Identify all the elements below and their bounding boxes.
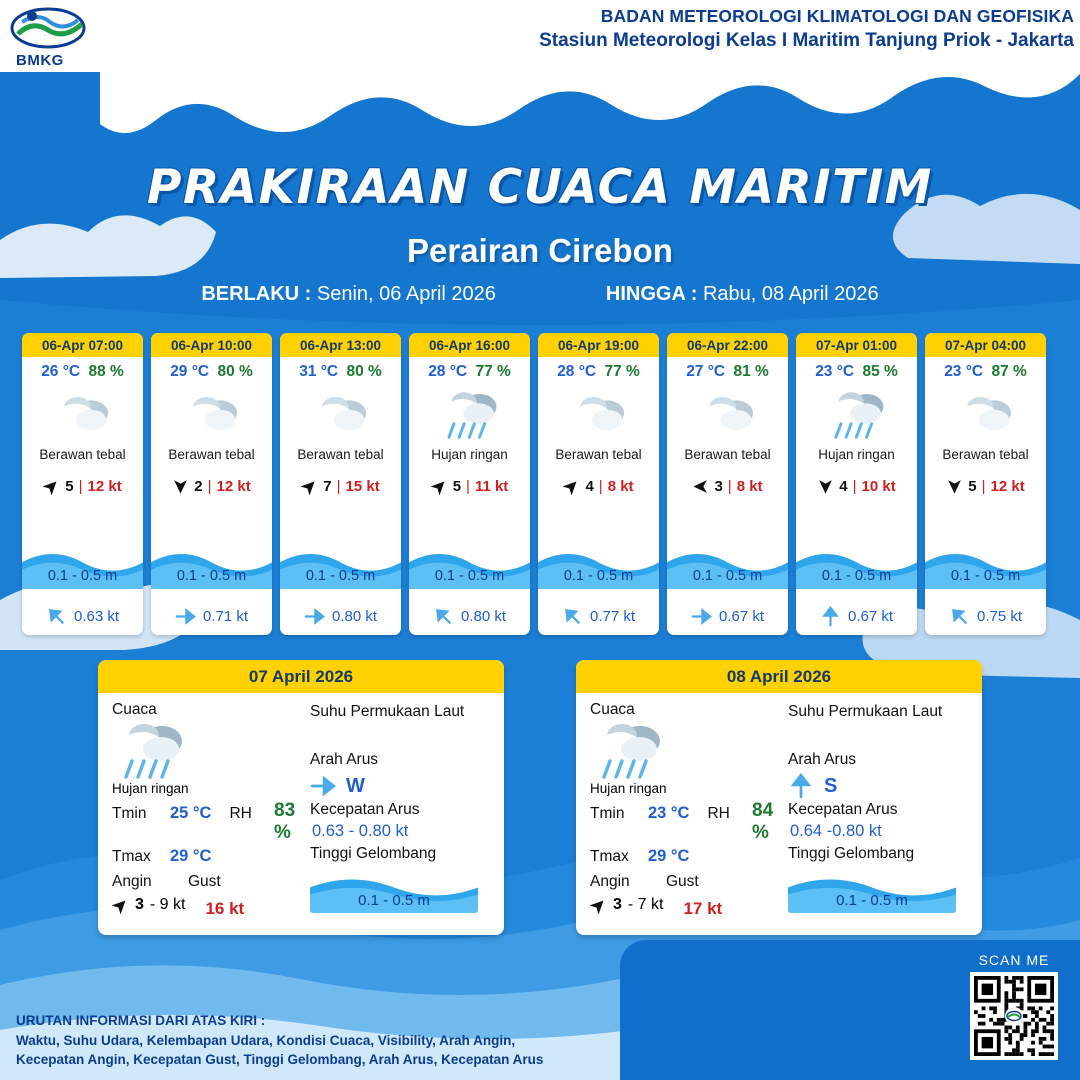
current-speed-value: 0.63 - 0.80 kt <box>312 822 409 840</box>
tmax-label: Tmax <box>590 848 629 865</box>
daily-wave-box <box>310 869 478 913</box>
tmin-label: Tmin <box>112 805 147 822</box>
hourly-forecast-card <box>409 333 530 635</box>
hourly-card-time: 06-Apr 19:00 <box>538 333 659 357</box>
header-agency-text <box>539 6 1074 52</box>
hourly-humidity: 85 % <box>862 363 898 380</box>
hourly-wave-height: 0.1 - 0.5 m <box>47 568 118 584</box>
hourly-wind-speed: 5 <box>452 478 462 495</box>
hourly-wave-height: 0.1 - 0.5 m <box>305 568 376 584</box>
hourly-gust: 12 kt <box>216 478 251 495</box>
hourly-card-time: 07-Apr 04:00 <box>925 333 1046 357</box>
hourly-gust: 11 kt <box>474 478 509 495</box>
daily-forecast-row <box>0 660 1080 935</box>
hourly-condition: Berawan tebal <box>942 447 1029 462</box>
current-direction-arrow-icon <box>558 602 588 632</box>
cloudy-icon <box>52 391 113 437</box>
daily-weather-label: Cuaca <box>112 701 157 718</box>
wind-separator: | <box>852 478 857 495</box>
sst-label: Suhu Permukaan Laut <box>788 703 943 720</box>
wind-direction-arrow-icon <box>427 474 451 498</box>
daily-wind-speed: 3 <box>613 896 622 913</box>
hourly-wave-box <box>538 543 659 589</box>
page-title: PRAKIRAAN CUACA MARITIM <box>147 160 933 215</box>
wave-height-label: Tinggi Gelombang <box>788 845 915 862</box>
wave-height-label: Tinggi Gelombang <box>310 845 437 862</box>
hourly-wind-speed: 4 <box>585 478 594 495</box>
hourly-card-values <box>409 357 530 381</box>
current-direction-value-row <box>310 773 490 799</box>
scan-me-label: SCAN ME <box>978 952 1050 968</box>
daily-panel-left <box>112 701 304 923</box>
hourly-wind-row <box>280 478 401 495</box>
hourly-card-values <box>151 357 272 381</box>
bmkg-logo <box>8 4 94 68</box>
footer-line1: URUTAN INFORMASI DARI ATAS KIRI : <box>16 1013 266 1029</box>
hourly-current-row <box>22 606 143 627</box>
hourly-humidity: 81 % <box>733 363 769 380</box>
hourly-temp: 23 °C <box>815 363 855 380</box>
hourly-wave-box <box>22 543 143 589</box>
hourly-current-row <box>151 606 272 627</box>
wind-direction-arrow-icon <box>40 474 64 498</box>
angin-label: Angin <box>112 873 152 890</box>
hourly-condition: Hujan ringan <box>431 447 508 462</box>
wind-direction-arrow-icon <box>692 478 709 495</box>
wind-direction-arrow-icon <box>586 893 610 917</box>
page-header <box>0 0 1080 72</box>
gust-label: Gust <box>666 873 699 890</box>
hourly-gust: 15 kt <box>345 478 380 495</box>
hourly-wave-box <box>280 543 401 589</box>
tmin-value: 25 °C <box>170 804 212 822</box>
hourly-card-values <box>538 357 659 381</box>
daily-gust-value: 16 kt <box>205 898 245 918</box>
hourly-weather-icon <box>925 383 1046 445</box>
current-direction-arrow-icon <box>304 606 325 627</box>
sst-label: Suhu Permukaan Laut <box>310 703 465 720</box>
hourly-gust: 12 kt <box>87 478 122 495</box>
hourly-card-time: 06-Apr 16:00 <box>409 333 530 357</box>
current-direction-arrow-icon <box>429 602 459 632</box>
hourly-humidity: 80 % <box>217 363 253 380</box>
hourly-forecast-card <box>151 333 272 635</box>
daily-wind-range: - 9 kt <box>149 896 186 913</box>
rh-label: RH <box>707 805 730 822</box>
current-direction-label: Arah Arus <box>788 751 857 768</box>
rain-icon <box>590 719 666 781</box>
hourly-temp: 23 °C <box>944 363 984 380</box>
hourly-card-values <box>280 357 401 381</box>
hourly-card-time: 06-Apr 07:00 <box>22 333 143 357</box>
hourly-wind-speed: 3 <box>714 478 723 495</box>
cloudy-icon <box>310 391 371 437</box>
wind-direction-arrow-icon <box>108 893 132 917</box>
hourly-card-time: 06-Apr 10:00 <box>151 333 272 357</box>
daily-wave-height: 0.1 - 0.5 m <box>836 892 908 909</box>
hourly-condition: Berawan tebal <box>684 447 771 462</box>
qr-code-graphic <box>974 976 1054 1056</box>
wind-direction-arrow-icon <box>946 478 963 495</box>
wind-separator: | <box>981 478 986 495</box>
current-direction-label: Arah Arus <box>310 751 379 768</box>
current-speed-label: Kecepatan Arus <box>788 801 898 818</box>
current-direction-arrow-icon <box>175 606 196 627</box>
daily-weather-icon <box>112 721 304 779</box>
daily-panel-left <box>590 701 782 923</box>
hourly-weather-icon <box>796 383 917 445</box>
wind-separator: | <box>207 478 212 495</box>
hourly-current-speed: 0.67 kt <box>718 608 765 625</box>
daily-condition: Hujan ringan <box>590 781 667 796</box>
hourly-wind-row <box>538 478 659 495</box>
gust-label: Gust <box>188 873 221 890</box>
hourly-temp: 28 °C <box>557 363 597 380</box>
hourly-gust: 8 kt <box>736 478 763 495</box>
angin-label: Angin <box>590 873 630 890</box>
hourly-card-time: 06-Apr 13:00 <box>280 333 401 357</box>
hourly-card-values <box>22 357 143 381</box>
hourly-forecast-card <box>538 333 659 635</box>
hourly-current-speed: 0.71 kt <box>202 608 249 625</box>
hourly-current-row <box>409 606 530 627</box>
hourly-wind-row <box>796 478 917 495</box>
hourly-condition: Hujan ringan <box>818 447 895 462</box>
hourly-wave-box <box>151 543 272 589</box>
daily-weather-label: Cuaca <box>590 701 635 718</box>
current-direction-arrow-icon <box>820 606 841 627</box>
current-direction-arrow-icon <box>945 602 975 632</box>
hourly-temp: 29 °C <box>170 363 210 380</box>
daily-weather-icon <box>590 721 782 779</box>
hourly-forecast-card <box>925 333 1046 635</box>
hourly-wind-speed: 5 <box>65 478 74 495</box>
hourly-humidity: 87 % <box>991 363 1027 380</box>
hourly-weather-icon <box>538 383 659 445</box>
hourly-weather-icon <box>151 383 272 445</box>
current-direction-arrow-icon <box>42 602 72 632</box>
hourly-forecast-card <box>22 333 143 635</box>
daily-wind-row <box>590 896 663 914</box>
hourly-wind-row <box>409 478 530 495</box>
wind-separator: | <box>727 478 732 495</box>
cloudy-icon <box>181 391 242 437</box>
valid-from <box>201 283 496 306</box>
valid-to <box>606 283 879 306</box>
hourly-humidity: 77 % <box>475 363 511 380</box>
wind-direction-arrow-icon <box>817 478 834 495</box>
hourly-condition: Berawan tebal <box>297 447 384 462</box>
valid-to-label: HINGGA : <box>605 283 698 305</box>
rain-icon <box>437 388 502 441</box>
hourly-current-speed: 0.75 kt <box>976 608 1023 625</box>
hourly-forecast-card <box>667 333 788 635</box>
hourly-current-row <box>925 606 1046 627</box>
daily-wave-box <box>788 869 956 913</box>
hourly-card-values <box>667 357 788 381</box>
hourly-card-time: 06-Apr 22:00 <box>667 333 788 357</box>
hourly-wave-height: 0.1 - 0.5 m <box>563 568 634 584</box>
hourly-current-row <box>280 606 401 627</box>
rain-icon <box>824 388 889 441</box>
wind-direction-arrow-icon <box>172 478 189 495</box>
hourly-card-values <box>925 357 1046 381</box>
hourly-wind-row <box>151 478 272 495</box>
rh-value: 84 % <box>752 800 774 843</box>
wind-separator: | <box>336 478 341 495</box>
hourly-card-time: 07-Apr 01:00 <box>796 333 917 357</box>
valid-to-value: Rabu, 08 April 2026 <box>702 283 879 305</box>
footer-legend <box>16 1011 543 1070</box>
bmkg-logo-text: BMKG <box>16 52 64 69</box>
daily-panel-date: 07 April 2026 <box>98 660 504 693</box>
tmax-label: Tmax <box>112 848 151 865</box>
page-subtitle: Perairan Cirebon <box>407 232 673 269</box>
rh-value: 83 % <box>274 800 296 843</box>
hourly-wave-height: 0.1 - 0.5 m <box>692 568 763 584</box>
wind-direction-arrow-icon <box>560 474 584 498</box>
daily-panel-date: 08 April 2026 <box>576 660 982 693</box>
current-direction-value: W <box>346 774 365 797</box>
hourly-condition: Berawan tebal <box>555 447 642 462</box>
hourly-forecast-card <box>280 333 401 635</box>
current-speed-value: 0.64 -0.80 kt <box>790 822 882 840</box>
hourly-gust: 12 kt <box>990 478 1025 495</box>
hourly-current-speed: 0.63 kt <box>73 608 120 625</box>
tmax-value: 29 °C <box>170 847 212 865</box>
footer-line3: Kecepatan Angin, Kecepatan Gust, Tinggi Gelombang, Arah Arus, Kecepatan Arus <box>16 1052 544 1068</box>
hourly-temp: 26 °C <box>41 363 81 380</box>
current-direction-arrow-icon <box>691 606 712 627</box>
daily-forecast-panel <box>576 660 982 935</box>
tmax-value: 29 °C <box>648 847 690 865</box>
daily-panel-right <box>782 701 968 923</box>
cloudy-icon <box>568 391 629 437</box>
hourly-forecast-row <box>22 333 1062 635</box>
hourly-wind-speed: 2 <box>194 478 203 495</box>
hourly-wave-box <box>667 543 788 589</box>
header-line2: Stasiun Meteorologi Kelas I Maritim Tanjung Priok - Jakarta <box>539 30 1074 51</box>
hourly-weather-icon <box>280 383 401 445</box>
qr-code[interactable] <box>970 972 1058 1060</box>
hourly-condition: Berawan tebal <box>39 447 126 462</box>
hourly-current-speed: 0.67 kt <box>847 608 894 625</box>
hourly-wind-row <box>22 478 143 495</box>
hourly-wind-row <box>925 478 1046 495</box>
daily-condition: Hujan ringan <box>112 781 189 796</box>
rain-icon <box>112 719 188 781</box>
hourly-humidity: 77 % <box>604 363 640 380</box>
hourly-wave-box <box>409 543 530 589</box>
valid-from-label: BERLAKU : <box>201 283 312 305</box>
hourly-wave-box <box>796 543 917 589</box>
current-direction-value: S <box>824 774 838 797</box>
valid-from-value: Senin, 06 April 2026 <box>316 283 496 305</box>
daily-forecast-panel <box>98 660 504 935</box>
daily-values-grid <box>112 800 304 919</box>
daily-panel-right <box>304 701 490 923</box>
hourly-wind-speed: 7 <box>323 478 332 495</box>
hourly-wind-speed: 5 <box>968 478 977 495</box>
tmin-value: 23 °C <box>648 804 690 822</box>
daily-wave-height: 0.1 - 0.5 m <box>358 892 430 909</box>
wind-direction-arrow-icon <box>298 474 322 498</box>
hourly-humidity: 80 % <box>346 363 382 380</box>
hourly-current-row <box>667 606 788 627</box>
hourly-current-row <box>796 606 917 627</box>
cloudy-icon <box>955 391 1016 437</box>
hourly-current-speed: 0.77 kt <box>589 608 636 625</box>
daily-wind-row <box>112 896 185 914</box>
cloudy-icon <box>697 391 758 437</box>
header-line1: BADAN METEOROLOGI KLIMATOLOGI DAN GEOFISIKA <box>600 6 1074 26</box>
current-speed-label: Kecepatan Arus <box>310 801 420 818</box>
scan-me-block <box>970 952 1058 1060</box>
hourly-card-values <box>796 357 917 381</box>
hourly-wave-height: 0.1 - 0.5 m <box>821 568 892 584</box>
wind-separator: | <box>598 478 603 495</box>
hourly-current-speed: 0.80 kt <box>460 608 507 625</box>
footer-line2: Waktu, Suhu Udara, Kelembapan Udara, Kondisi Cuaca, Visibility, Arah Angin, <box>16 1032 516 1048</box>
wind-separator: | <box>78 478 83 495</box>
daily-wind-range: - 7 kt <box>627 896 664 913</box>
hourly-weather-icon <box>22 383 143 445</box>
daily-wind-speed: 3 <box>135 896 144 913</box>
hourly-wind-speed: 4 <box>839 478 848 495</box>
hourly-wave-box <box>925 543 1046 589</box>
hourly-temp: 31 °C <box>299 363 339 380</box>
tmin-label: Tmin <box>590 805 625 822</box>
validity-row <box>0 283 1080 306</box>
current-direction-value-row <box>788 773 968 799</box>
hourly-humidity: 88 % <box>88 363 124 380</box>
hourly-current-speed: 0.80 kt <box>331 608 378 625</box>
hourly-wave-height: 0.1 - 0.5 m <box>176 568 247 584</box>
wind-separator: | <box>466 478 470 495</box>
current-direction-arrow-icon <box>788 773 814 799</box>
hourly-condition: Berawan tebal <box>168 447 255 462</box>
daily-gust-value: 17 kt <box>683 898 723 918</box>
hourly-wind-row <box>667 478 788 495</box>
current-direction-arrow-icon <box>310 773 336 799</box>
hourly-temp: 27 °C <box>686 363 726 380</box>
hourly-weather-icon <box>667 383 788 445</box>
hourly-gust: 8 kt <box>607 478 634 495</box>
hourly-forecast-card <box>796 333 917 635</box>
hourly-weather-icon <box>409 383 530 445</box>
hourly-temp: 28 °C <box>428 363 468 380</box>
hourly-wave-height: 0.1 - 0.5 m <box>950 568 1021 584</box>
hourly-wave-height: 0.1 - 0.5 m <box>434 568 505 584</box>
hourly-gust: 10 kt <box>861 478 896 495</box>
hourly-current-row <box>538 606 659 627</box>
daily-values-grid <box>590 800 782 919</box>
rh-label: RH <box>229 805 252 822</box>
